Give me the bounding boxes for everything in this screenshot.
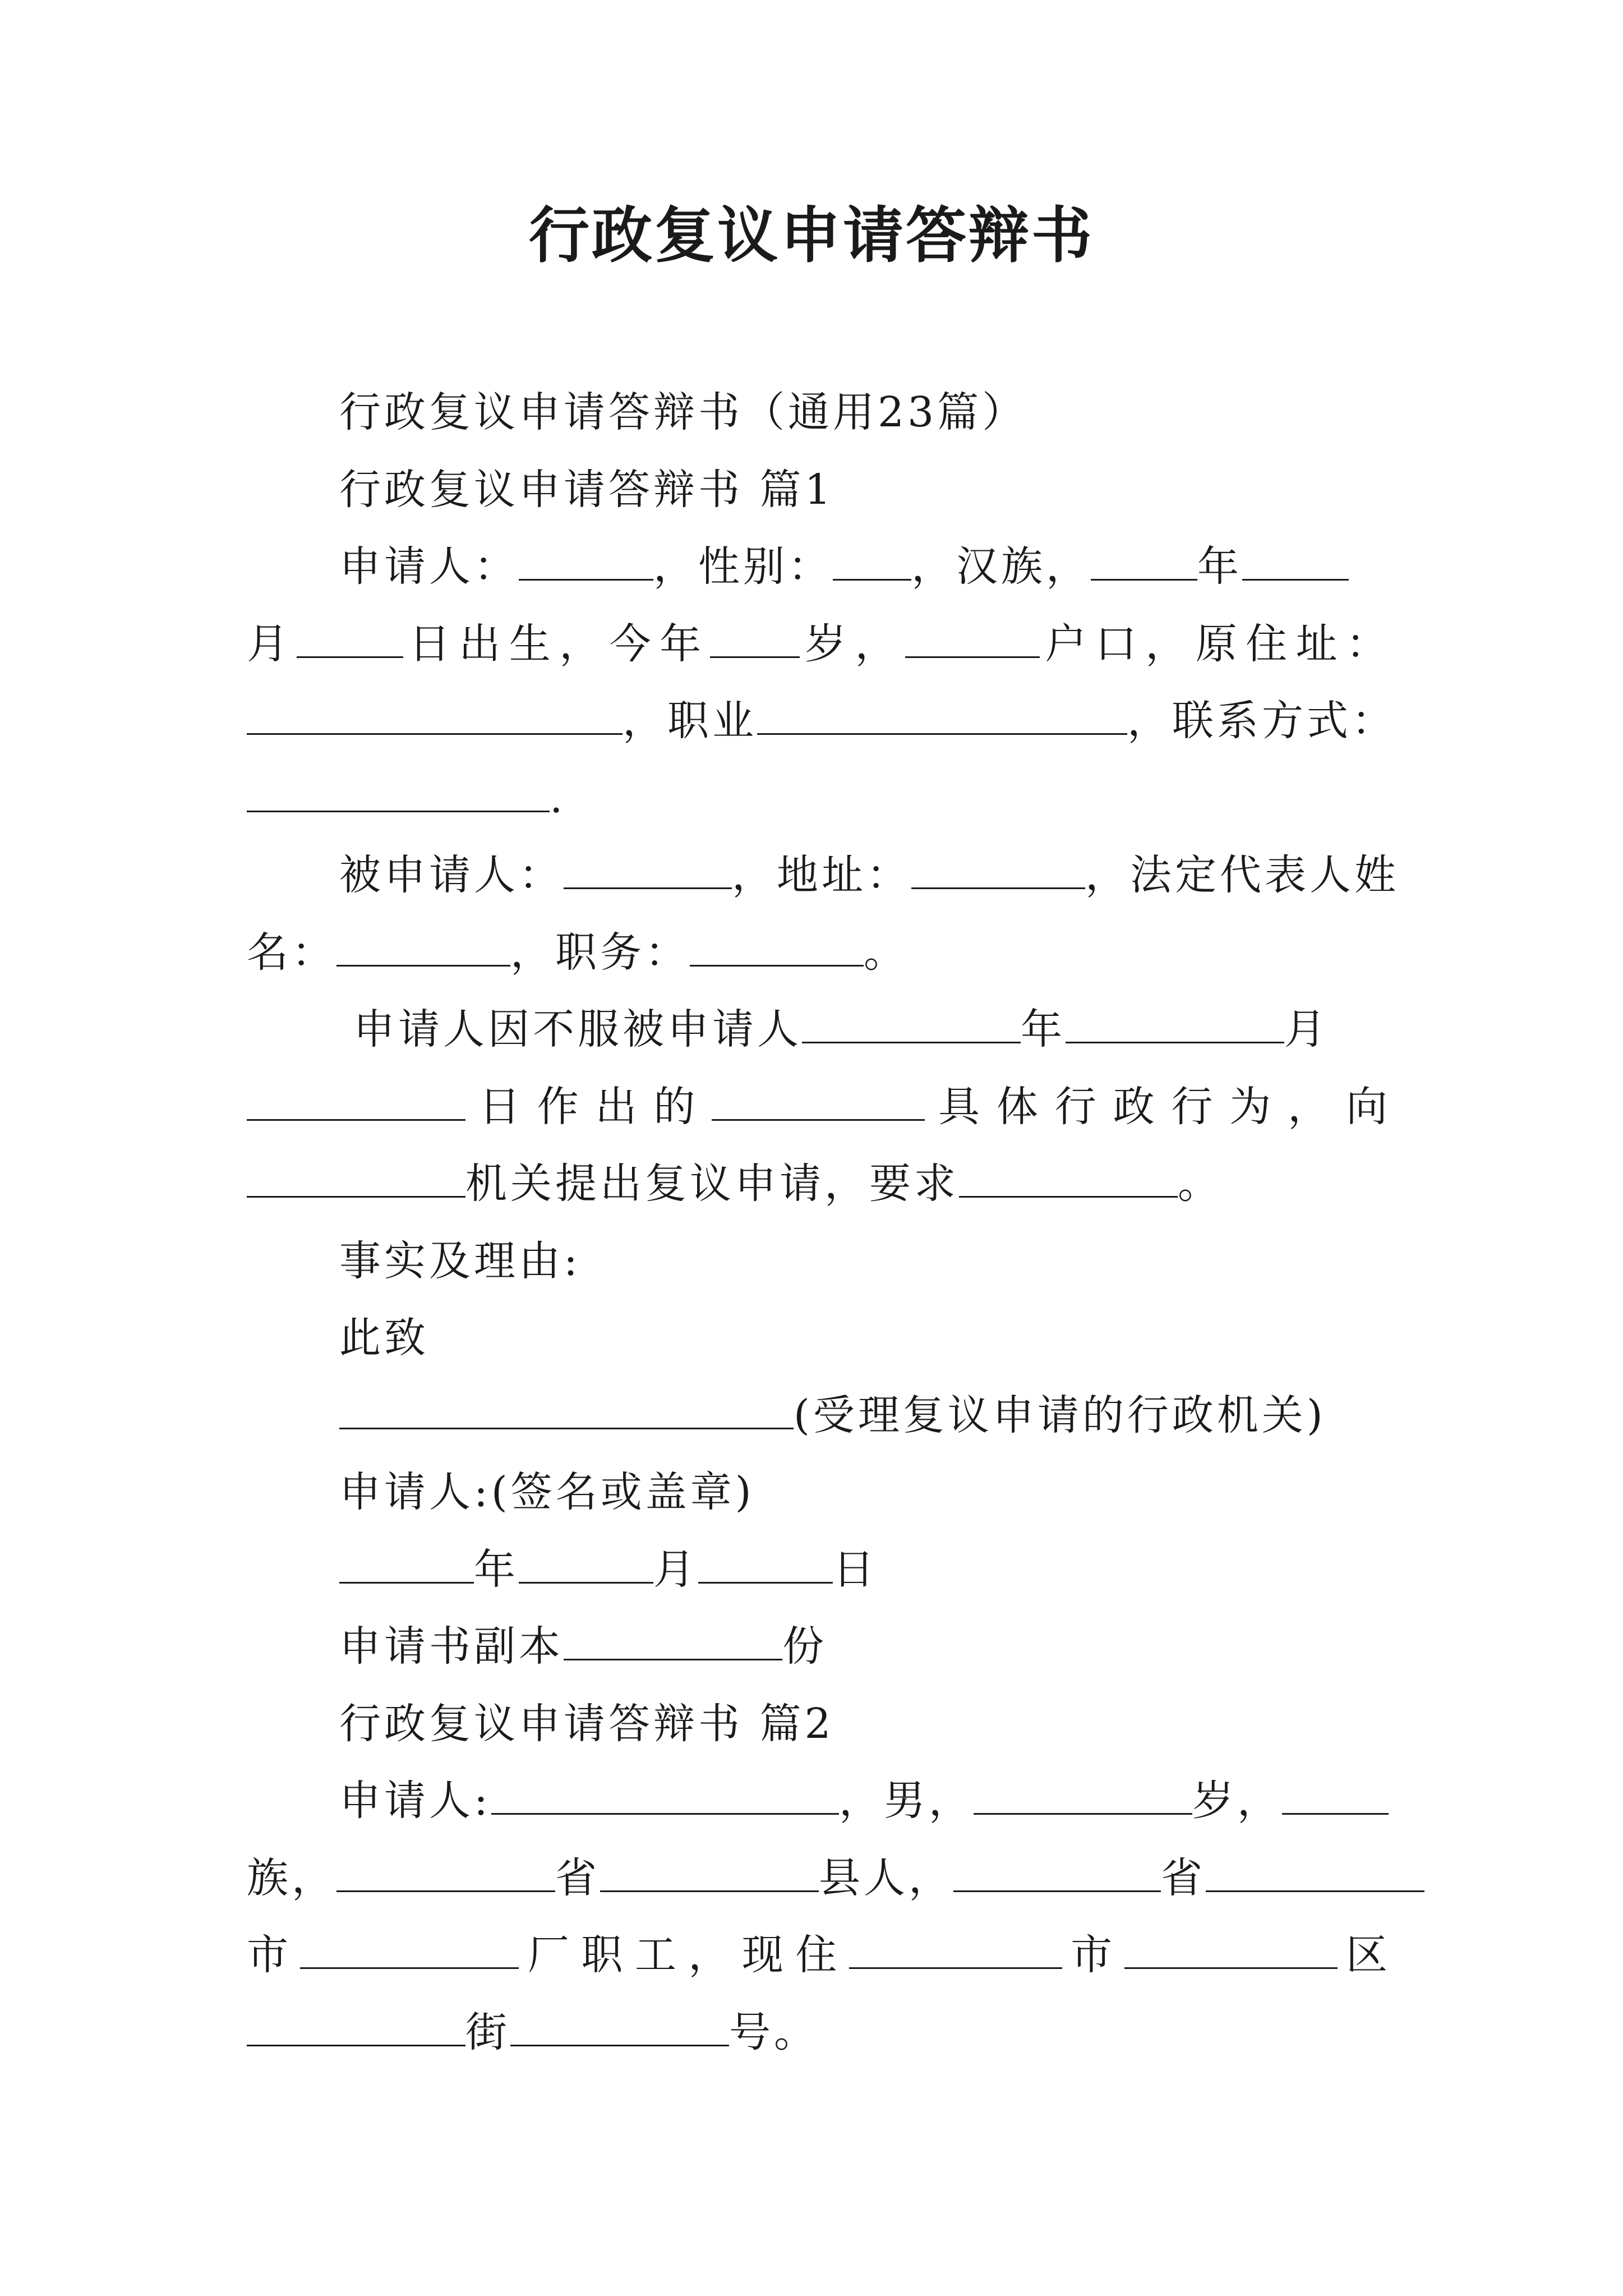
blank-field	[1066, 1002, 1284, 1043]
blank-field	[519, 1543, 653, 1584]
blank-field	[247, 694, 623, 735]
text-province: 省	[555, 1854, 600, 1902]
p3-line2	[247, 1076, 1391, 1138]
text-start: 申请人因不服被申请人	[353, 1005, 802, 1053]
text-number: 号。	[729, 2008, 819, 2056]
text-factory: 厂职工，现住	[519, 1931, 849, 1979]
blank-field	[297, 617, 403, 658]
date-line	[247, 1539, 1483, 1600]
text-copies-unit: 份	[782, 1622, 827, 1671]
text-year: 年	[1197, 542, 1242, 591]
text-month: 月	[1284, 1005, 1329, 1053]
blank-field	[757, 694, 1127, 735]
blank-field	[953, 1851, 1161, 1892]
p4-line2	[247, 1847, 1391, 1909]
text-year: 年	[1021, 1005, 1066, 1053]
text-act: 具体行政行为，向	[925, 1083, 1391, 1131]
heading-all: 行政复议申请答辩书（通用23篇）	[339, 388, 1027, 436]
blank-field	[710, 617, 800, 658]
blank-field	[802, 1002, 1021, 1043]
blank-field	[690, 926, 864, 967]
text-street: 街	[465, 2008, 510, 2056]
applicant-label: 申请人：	[339, 542, 519, 591]
blank-field	[1282, 1774, 1389, 1815]
text-name: 名：	[247, 928, 336, 977]
text-end: .	[550, 774, 566, 822]
text-ethnic: ，汉族，	[911, 542, 1091, 591]
blank-field	[339, 1388, 794, 1429]
organ-line	[247, 1384, 1483, 1446]
p4-line1	[247, 1770, 1483, 1832]
text-end: 。	[864, 928, 909, 977]
blank-field	[336, 926, 510, 967]
blank-field	[833, 540, 911, 581]
text-organ-note: (受理复议申请的行政机关)	[794, 1391, 1326, 1439]
text-county: 县人，	[819, 1854, 953, 1902]
blank-field	[974, 1774, 1192, 1815]
text-age: 岁，	[799, 620, 905, 668]
section1-heading: 行政复议申请答辩书 篇1	[339, 466, 834, 514]
text-born: 日出生，今年	[403, 620, 710, 668]
p2-line1	[247, 844, 1483, 906]
blank-field	[300, 1928, 519, 1969]
text-end: 。	[1178, 1159, 1223, 1208]
blank-field	[336, 1851, 555, 1892]
p1-line3	[247, 690, 1396, 752]
text-age: 岁，	[1192, 1777, 1282, 1825]
text-month: 月	[247, 620, 297, 668]
text-job: ，职业	[623, 697, 757, 745]
text-male: ，男，	[838, 1777, 974, 1825]
section2-heading: 行政复议申请答辩书 篇2	[339, 1700, 834, 1748]
p3-line1	[247, 999, 1497, 1060]
blank-field	[247, 771, 550, 812]
text-organ: 机关提出复议申请，要求	[465, 1159, 959, 1208]
cizhi: 此致	[339, 1314, 429, 1362]
signature-line: 申请人:(签名或盖章)	[339, 1468, 755, 1516]
text-address: ，地址：	[732, 851, 911, 899]
p1-line2	[247, 613, 1391, 675]
text-copies-label: 申请书副本	[339, 1622, 564, 1671]
text-contact: ，联系方式：	[1127, 697, 1396, 745]
text-ethnic: 族，	[247, 1854, 336, 1902]
blank-field	[600, 1851, 819, 1892]
blank-field	[1124, 1928, 1338, 1969]
blank-field	[698, 1543, 833, 1584]
blank-field	[564, 848, 732, 889]
text-city2: 市	[1062, 1931, 1124, 1979]
p3-line3	[247, 1153, 1391, 1214]
blank-field	[1091, 540, 1197, 581]
blank-field	[712, 1080, 925, 1121]
text-year: 年	[474, 1545, 519, 1594]
text-hukou: 户口，原住址：	[1039, 620, 1391, 668]
blank-field	[491, 1774, 839, 1815]
blank-field	[1242, 540, 1349, 581]
blank-field	[849, 1928, 1062, 1969]
blank-field	[247, 1157, 465, 1198]
p1-line1	[247, 536, 1483, 597]
blank-field	[905, 617, 1040, 658]
text-day-made: 日作出的	[465, 1083, 712, 1131]
blank-field	[339, 1543, 474, 1584]
facts-label: 事实及理由:	[339, 1237, 581, 1285]
text-respondent: 被申请人：	[339, 851, 564, 899]
text-city: 市	[247, 1931, 301, 1979]
text-legal-rep: ，法定代表人姓	[1085, 851, 1399, 899]
blank-field	[564, 1619, 782, 1660]
blank-field	[247, 2005, 465, 2046]
p4-line3	[247, 1924, 1391, 1986]
blank-field	[1206, 1851, 1424, 1892]
p4-line4	[247, 2001, 1391, 2063]
text-gender: ，性别：	[653, 542, 833, 591]
text-applicant: 申请人:	[339, 1777, 491, 1825]
blank-field	[911, 848, 1085, 889]
blank-field	[519, 540, 653, 581]
text-province2: 省	[1161, 1854, 1206, 1902]
blank-field	[247, 1080, 465, 1121]
text-day: 日	[833, 1545, 878, 1594]
p2-line2	[247, 922, 1391, 983]
blank-field	[959, 1157, 1178, 1198]
copies-line	[247, 1616, 1483, 1677]
document-title: 行政复议申请答辩书	[528, 200, 1094, 271]
blank-field	[510, 2005, 729, 2046]
text-district: 区	[1337, 1931, 1391, 1979]
text-month: 月	[653, 1545, 698, 1594]
text-duty: ，职务：	[510, 928, 690, 977]
p1-line4	[247, 767, 1391, 829]
